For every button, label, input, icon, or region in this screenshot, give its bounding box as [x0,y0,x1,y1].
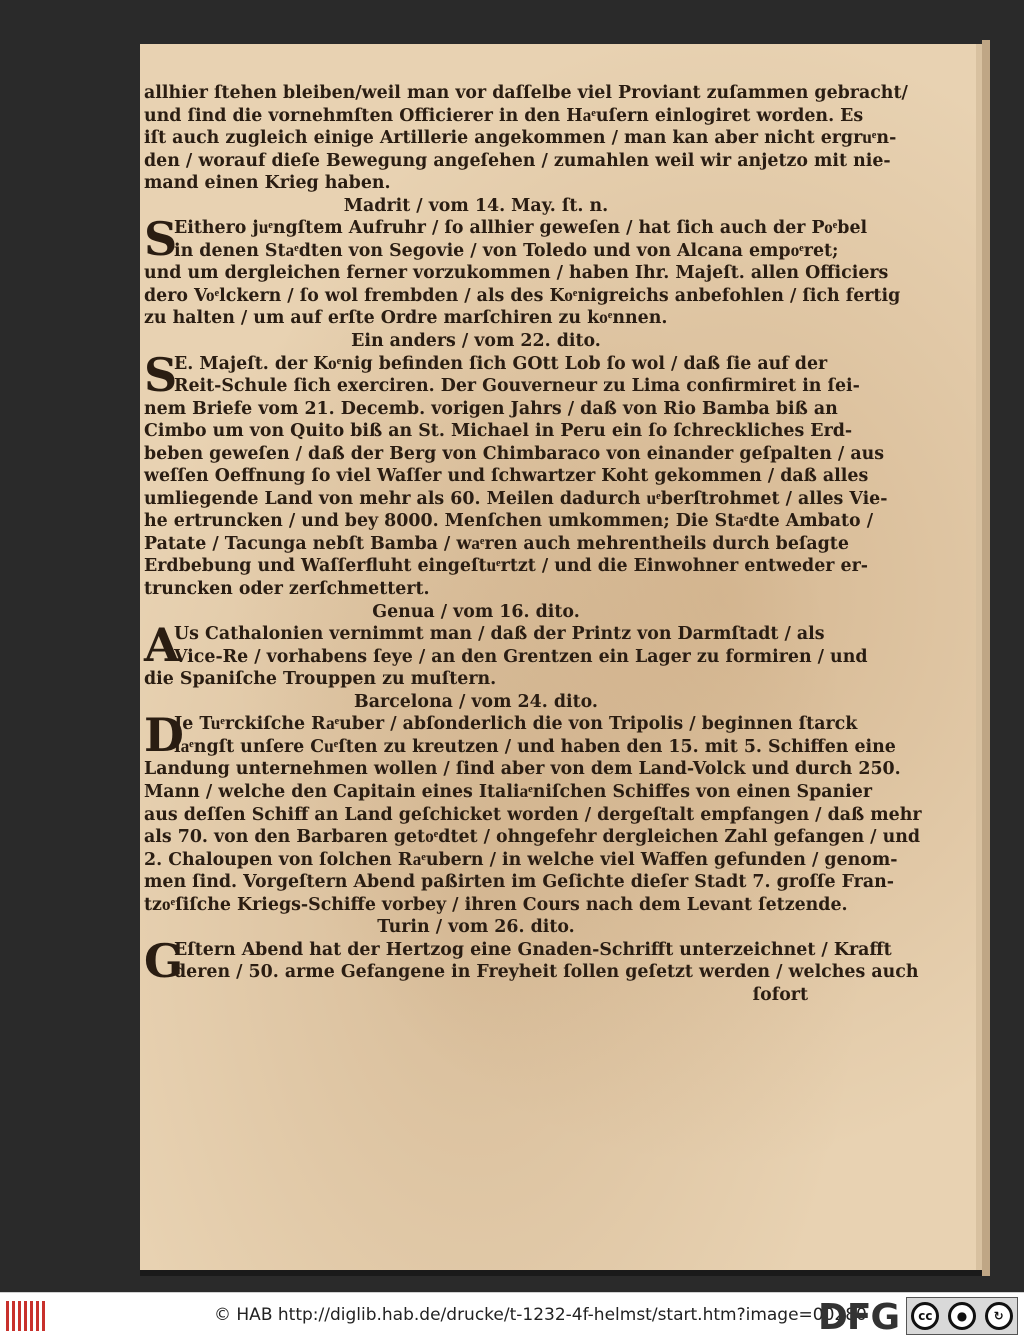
text-line: nem Briefe vom 21. Decemb. vorigen Jahrs / daß von Rio Bamba biß an [144,398,838,419]
text-line: truncken oder zerſchmettert. [144,579,430,600]
text-line: Cimbo um von Quito biß an St. Michael in Peru ein ſo ſchreckliches Erd- [144,421,853,442]
text-line: he ertruncken / und bey 8000. Menſchen umkommen; Die Staͤdte Ambato / [144,511,874,532]
text-line: deren / 50. arme Gefangene in Freyheit ſollen geſetzt werden / welches auch [174,962,919,983]
text-line: iſt auch zugleich einige Artillerie angekommen / man kan aber nicht ergruͤn- [144,128,897,149]
text-line: Vice-Re / vorhabens ſeye / an den Grentzen ein Lager zu formiren / und [174,646,868,667]
text-line: Landung unternehmen wollen / ſind aber von dem Land-Volck und durch 250. [144,759,901,780]
cc-license-badge[interactable] [906,1297,1018,1335]
text-line: zu halten / um auf erſte Ordre marſchiren zu koͤnnen. [144,308,668,329]
text-line: Je Tuͤrckiſche Raͤuber / abſonderlich die von Tripolis / beginnen ſtarck [174,714,858,735]
text-line: Mann / welche den Capitain eines Italiaͤniſchen Schiffes von einen Spanier [144,781,872,802]
text-line: Eithero juͤngſtem Aufruhr / ſo allhier geweſen / hat ſich auch der Poͤbel [174,218,868,239]
text-line: Patate / Tacunga nebſt Bamba / waͤren auch mehrentheils durch beſagte [144,533,849,554]
by-icon: ● [948,1302,976,1330]
text-line: Reit-Schule ſich exerciren. Der Gouverneur zu Lima confirmiret in ſei- [174,376,860,397]
text-line: aus deſſen Schiff an Land geſchicket worden / dergeſtalt empfangen / daß mehr [144,804,922,825]
text-line: Erdbebung und Waſſerfluht eingeſtuͤrtzt / und die Einwohner entweder er- [144,556,868,577]
text-line: men ſind. Vorgeſtern Abend paßirten im Geſichte dieſer Stadt 7. groſſe Fran- [144,872,894,893]
text-line: ſofort [752,984,808,1005]
text-line: Us Cathalonien vernimmt man / daß der Printz von Darmſtadt / als [174,624,825,645]
text-line: als 70. von den Barbaren getoͤdtet / ohngefehr dergleichen Zahl gefangen / und [144,827,921,848]
sa-icon: ↻ [985,1302,1013,1330]
text-line: weſſen Oeffnung ſo viel Waſſer und ſchwartzer Koht gekommen / daß alles [144,466,869,487]
cc-icon: cc [911,1302,939,1330]
text-line: E. Majeſt. der Koͤnig befinden ſich GOtt Lob ſo wol / daß ſie auf der [174,353,828,374]
text-line: 2. Chaloupen von ſolchen Raͤubern / in welche viel Waffen gefunden / genom- [144,849,898,870]
dfg-logo: DFG [818,1297,900,1338]
text-line: mand einen Krieg haben. [144,173,391,194]
copyright-link[interactable]: © HAB http://diglib.hab.de/drucke/t-1232-4f-helmst/start.htm?image=00280 [214,1305,867,1325]
text-line: allhier ſtehen bleiben/weil man vor daſſelbe viel Proviant zuſammen gebracht/ [144,83,908,103]
drop-cap: D [144,708,184,763]
drop-cap: A [144,618,180,673]
section-heading: Madrit / vom 14. May. ſt. n. [343,195,609,216]
text-line: in denen Staͤdten von Segovie / von Toledo und von Alcana empoͤret; [174,240,839,261]
text-line: Eſtern Abend hat der Hertzog eine Gnaden-Schrifft unterzeichnet / Krafft [174,939,892,960]
page-edge [982,40,990,1276]
text-line: beben geweſen / daß der Berg von Chimbaraco von einander geſpalten / aus [144,443,885,464]
drop-cap: S [144,212,178,267]
drop-cap: S [144,347,178,402]
text-line: tzoͤſiſche Kriegs-Schiffe vorbey / ihren Cours nach dem Levant ſetzende. [144,894,848,915]
section-heading: Genua / vom 16. dito. [372,601,580,622]
drop-cap: G [144,933,184,988]
section-heading: Barcelona / vom 24. dito. [354,691,598,712]
document-text [144,82,922,1006]
text-line: laͤngſt unſere Cuͤſten zu kreutzen / und haben den 15. mit 5. Schiffen eine [174,736,896,757]
footer-bar [0,1292,1024,1339]
text-line: die Spaniſche Trouppen zu muſtern. [144,669,497,690]
text-line: und ſind die vornehmſten Officierer in den Haͤuſern einlogiret worden. Es [144,105,864,126]
text-line: den / worauf dieſe Bewegung angeſehen / zumahlen weil wir anjetzo mit nie- [144,150,891,171]
section-heading: Turin / vom 26. dito. [377,917,575,938]
text-line: umliegende Land von mehr als 60. Meilen dadurch uͤberſtrohmet / alles Vie- [144,488,888,509]
text-line: und um dergleichen ferner vorzukommen / haben Ihr. Majeſt. allen Officiers [144,263,889,284]
hab-barcode-icon [6,1301,46,1331]
section-heading: Ein anders / vom 22. dito. [351,331,601,352]
text-line: dero Voͤlckern / ſo wol frembden / als des Koͤnigreichs anbefohlen / ſich fertig [144,285,901,306]
